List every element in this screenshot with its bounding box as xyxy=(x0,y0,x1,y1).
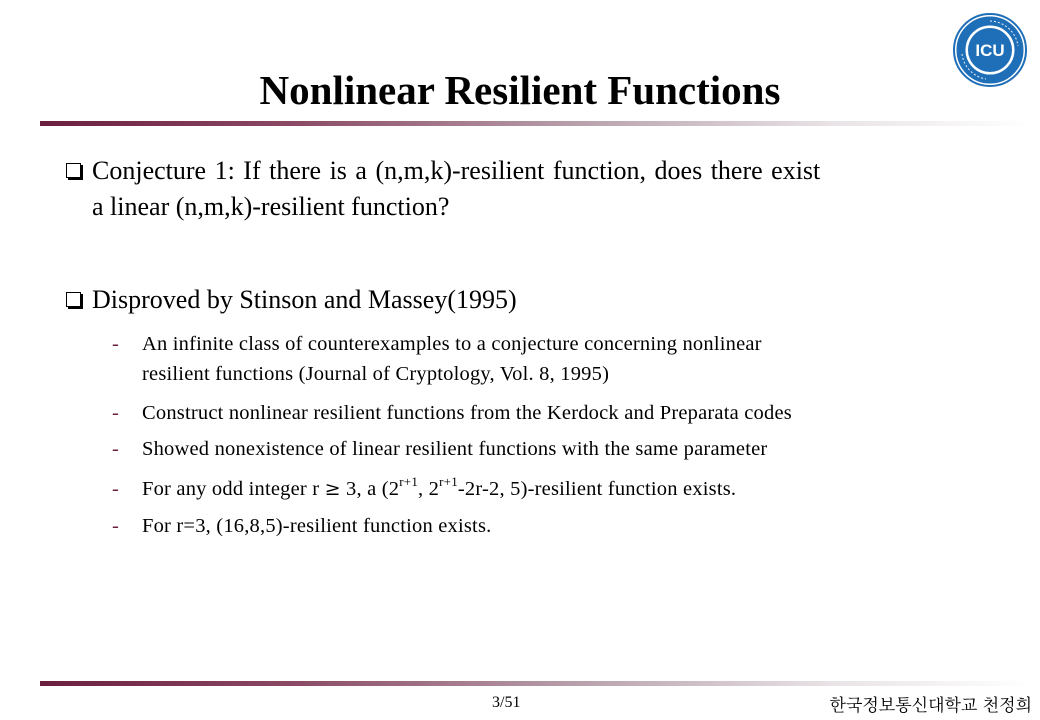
dash-marker: - xyxy=(112,515,119,537)
subitem-construct-text: Construct nonlinear resilient functions from the Kerdock and Preparata codes xyxy=(142,402,792,424)
page-number: 3/51 xyxy=(492,694,521,711)
text-part: 3, a (2 xyxy=(340,478,400,500)
bullet-conjecture xyxy=(92,153,952,225)
bullet-disproved-text: Disproved by Stinson and Massey(1995) xyxy=(92,285,517,314)
dash-marker: - xyxy=(112,438,119,460)
bullet-disproved xyxy=(92,282,952,318)
subitem-counterexamples-line2: resilient functions (Journal of Cryptology, Vol. 8, 1995) xyxy=(142,363,610,385)
footer-author: 한국정보통신대학교 천정희 xyxy=(829,696,1032,716)
text-part: For any odd integer r xyxy=(142,478,325,500)
bullet-conjecture-line2: a linear (n,m,k)-resilient function? xyxy=(92,192,450,221)
geq-symbol: ≥ xyxy=(324,478,341,500)
checkbox-bullet-icon xyxy=(66,292,81,307)
dash-marker: - xyxy=(112,478,119,500)
subitem-r3-text: For r=3, (16,8,5)-resilient function exists. xyxy=(142,515,492,537)
subitem-nonexistence-text: Showed nonexistence of linear resilient functions with the same parameter xyxy=(142,438,768,460)
subitem-odd-integer-text xyxy=(142,475,736,503)
text-part: -2r-2, 5)-resilient function exists. xyxy=(457,478,737,500)
slide-title: Nonlinear Resilient Functions xyxy=(259,67,781,113)
logo-text: ICU xyxy=(975,41,1005,60)
dash-marker: - xyxy=(112,402,119,424)
text-part: , 2 xyxy=(418,478,440,500)
checkbox-bullet-icon xyxy=(66,163,81,178)
superscript: r+1 xyxy=(399,474,419,489)
bullet-conjecture-line1: Conjecture 1: If there is a (n,m,k)-resilient function, does there exist xyxy=(92,156,821,185)
superscript: r+1 xyxy=(439,474,458,489)
subitem-counterexamples-line1: An infinite class of counterexamples to a conjecture concerning nonlinear xyxy=(142,333,762,355)
title-divider xyxy=(40,121,1030,126)
footer-divider xyxy=(40,681,1030,686)
dash-marker: - xyxy=(112,333,119,355)
